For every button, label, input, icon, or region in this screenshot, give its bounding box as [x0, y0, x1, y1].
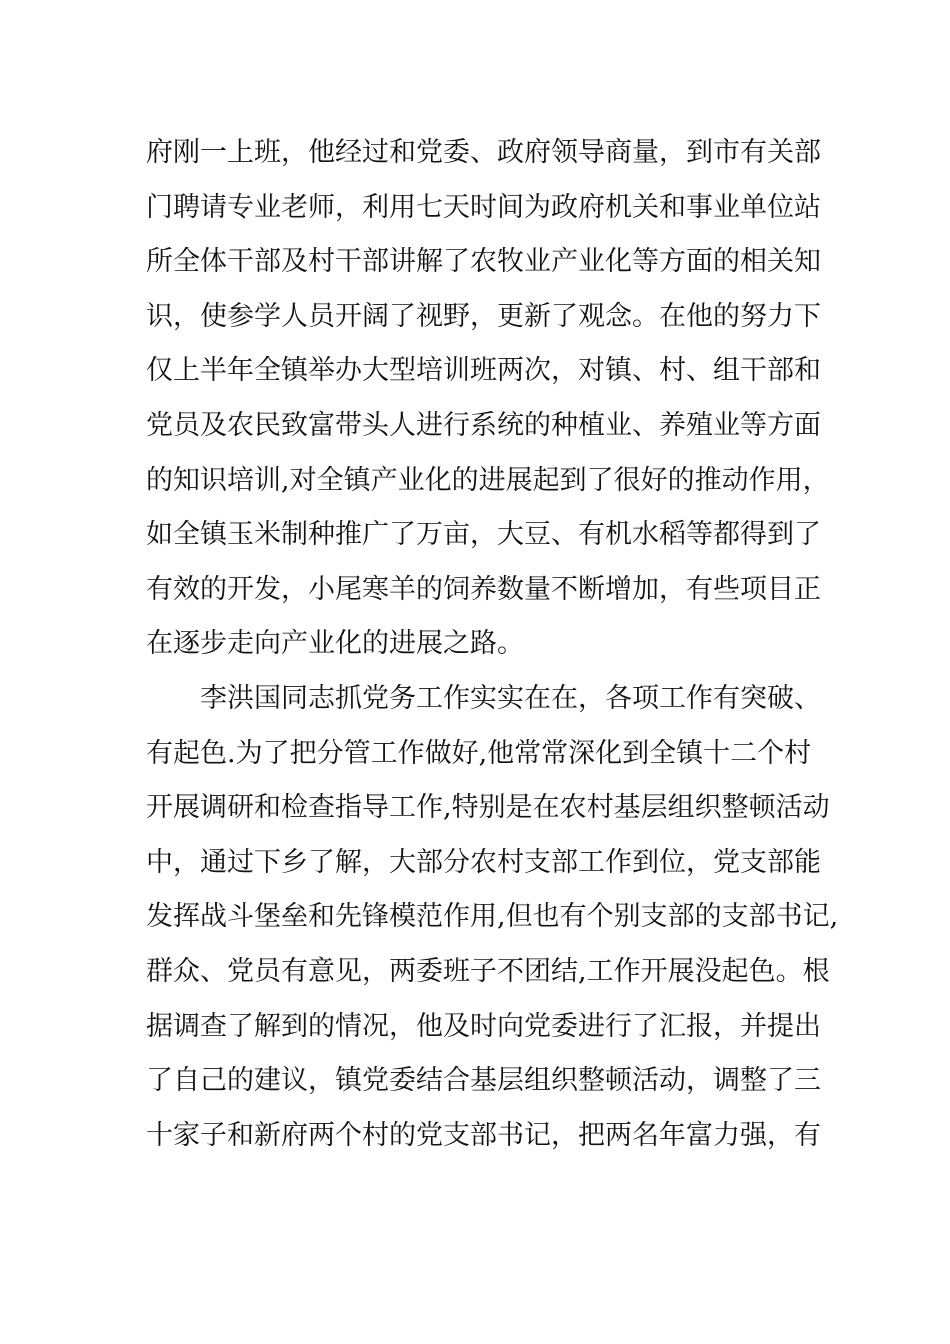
paragraph-1-line-10: 在逐步走向产业化的进展之路。: [146, 628, 524, 660]
paragraph-2-line-2: 有起色.为了把分管工作做好,他常常深化到全镇十二个村: [146, 737, 812, 769]
paragraph-1-line-2: 门聘请专业老师，利用七天时间为政府机关和事业单位站: [146, 191, 821, 223]
paragraph-2-line-3: 开展调研和检查指导工作,特别是在农村基层组织整顿活动: [146, 792, 830, 824]
paragraph-1-line-7: 的知识培训,对全镇产业化的进展起到了很好的推动作用，: [146, 464, 830, 496]
paragraph-1-line-8: 如全镇玉米制种推广了万亩，大豆、有机水稻等都得到了: [146, 519, 821, 551]
paragraph-2-line-5: 发挥战斗堡垒和先锋模范作用,但也有个别支部的支部书记,: [146, 901, 839, 933]
paragraph-2-line-9: 十家子和新府两个村的党支部书记，把两名年富力强，有: [146, 1119, 821, 1151]
paragraph-1-line-9: 有效的开发，小尾寒羊的饲养数量不断增加，有些项目正: [146, 573, 821, 605]
document-body: [146, 126, 839, 1163]
paragraph-2-line-1: 李洪国同志抓党务工作实实在在，各项工作有突破、: [200, 682, 821, 714]
paragraph-1-line-1: 府刚一上班，他经过和党委、政府领导商量，到市有关部: [146, 137, 821, 168]
paragraph-1-line-3: 所全体干部及村干部讲解了农牧业产业化等方面的相关知: [146, 246, 821, 278]
paragraph-2-line-6: 群众、党员有意见，两委班子不团结,工作开展没起色。根: [146, 955, 830, 987]
paragraph-2-line-4: 中，通过下乡了解，大部分农村支部工作到位，党支部能: [146, 846, 821, 878]
paragraph-1-line-5: 仅上半年全镇举办大型培训班两次，对镇、村、组干部和: [146, 355, 821, 387]
paragraph-1-line-6: 党员及农民致富带头人进行系统的种植业、养殖业等方面: [146, 409, 821, 441]
paragraph-2-line-8: 了自己的建议，镇党委结合基层组织整顿活动，调整了三: [146, 1065, 821, 1097]
paragraph-1-line-4: 识，使参学人员开阔了视野，更新了观念。在他的努力下: [146, 300, 821, 332]
paragraph-2-line-7: 据调查了解到的情况，他及时向党委进行了汇报，并提出: [146, 1010, 821, 1042]
